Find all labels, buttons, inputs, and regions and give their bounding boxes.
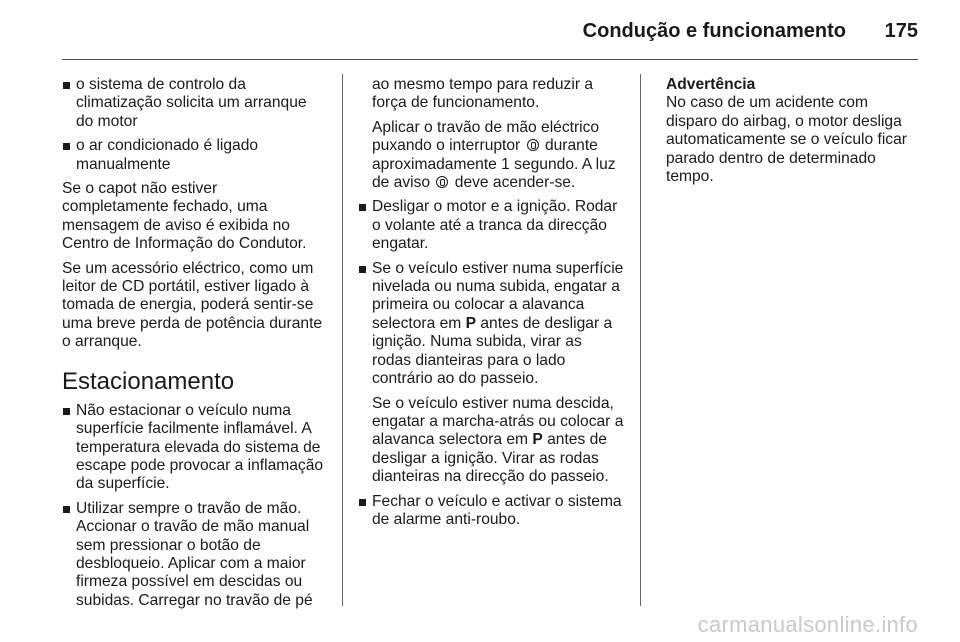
- warning-title: Advertência: [666, 76, 756, 93]
- text-run: Aplicar o travão de mão eléctrico puxando o interruptor: [372, 118, 600, 155]
- text-run: deve acender-se.: [454, 174, 576, 192]
- column-right: [666, 76, 918, 186]
- bullet-item: Utilizar sempre o travão de mão. Accionar o travão de mão manual sem pressionar o botão de desbloqueio. Aplicar com a maior firmeza possível em descidas ou subidas. Carregar no travão de pé: [62, 500, 326, 610]
- page-number: 175: [884, 20, 918, 42]
- column-divider-2: [640, 74, 641, 606]
- bullet-item: [358, 260, 625, 389]
- paragraph: Se um acessório eléctrico, como um leitor de CD portátil, estiver ligado à tomada de energia, poderá sentir-se uma breve perda de potência durante o arranque.: [62, 259, 323, 351]
- text-run: antes de desligar a ignição. Numa subida, virar as rodas dianteiras para o lado contrário ao do passeio.: [372, 314, 613, 388]
- bullet-continuation: ao mesmo tempo para reduzir a força de funcionamento.: [372, 76, 594, 112]
- text-run: antes de desligar a ignição. Virar as rodas dianteiras na direcção do passeio.: [372, 431, 609, 486]
- bullet-item: o sistema de controlo da climatização solicita um arranque do motor: [62, 76, 326, 131]
- bullet-item: o ar condicionado é ligado manualmente: [62, 137, 326, 174]
- section-title: Condução e funcionamento: [582, 20, 846, 42]
- bullet-item: Desligar o motor e a ignição. Rodar o volante até a tranca da direcção engatar.: [358, 198, 625, 253]
- column-divider-1: [342, 74, 343, 606]
- header-rule: [62, 59, 918, 60]
- indented-paragraph: [358, 395, 625, 487]
- bullet-item: Fechar o veículo e activar o sistema de alarme anti-roubo.: [358, 493, 625, 530]
- indented-paragraph: [358, 119, 625, 193]
- gear-position-p: P: [465, 314, 477, 332]
- gear-position-p: P: [532, 431, 543, 449]
- paragraph: Se o capot não estiver completamente fechado, uma mensagem de aviso é exibida no Centro de Informação do Condutor.: [62, 180, 307, 253]
- page-header: [62, 18, 918, 60]
- warning-text: No caso de um acidente com disparo do airbag, o motor desliga automaticamente se o veículo ficar parado dentro de determinado tempo.: [666, 94, 907, 186]
- text-run: Se o veículo estiver numa descida, engatar a marcha-atrás ou colocar a alavanca selectora em: [372, 394, 624, 449]
- column-middle: [358, 76, 625, 535]
- parking-brake-warning-icon: [436, 176, 448, 188]
- watermark: carmanualsonline.info: [697, 612, 918, 637]
- section-heading: Estacionamento: [62, 367, 235, 395]
- text-run: Se o veículo estiver numa superfície nivelada ou numa subida, engatar a primeira ou colocar a alavanca selectora em: [372, 259, 624, 332]
- parking-brake-icon: [527, 139, 539, 151]
- bullet-item: Não estacionar o veículo numa superfície facilmente inflamável. A temperatura elevada do sistema de escape pode provocar a inflamação da superfície.: [62, 402, 326, 494]
- column-left: [62, 76, 326, 616]
- text-run: durante aproximadamente 1 segundo. A luz de aviso: [372, 137, 616, 192]
